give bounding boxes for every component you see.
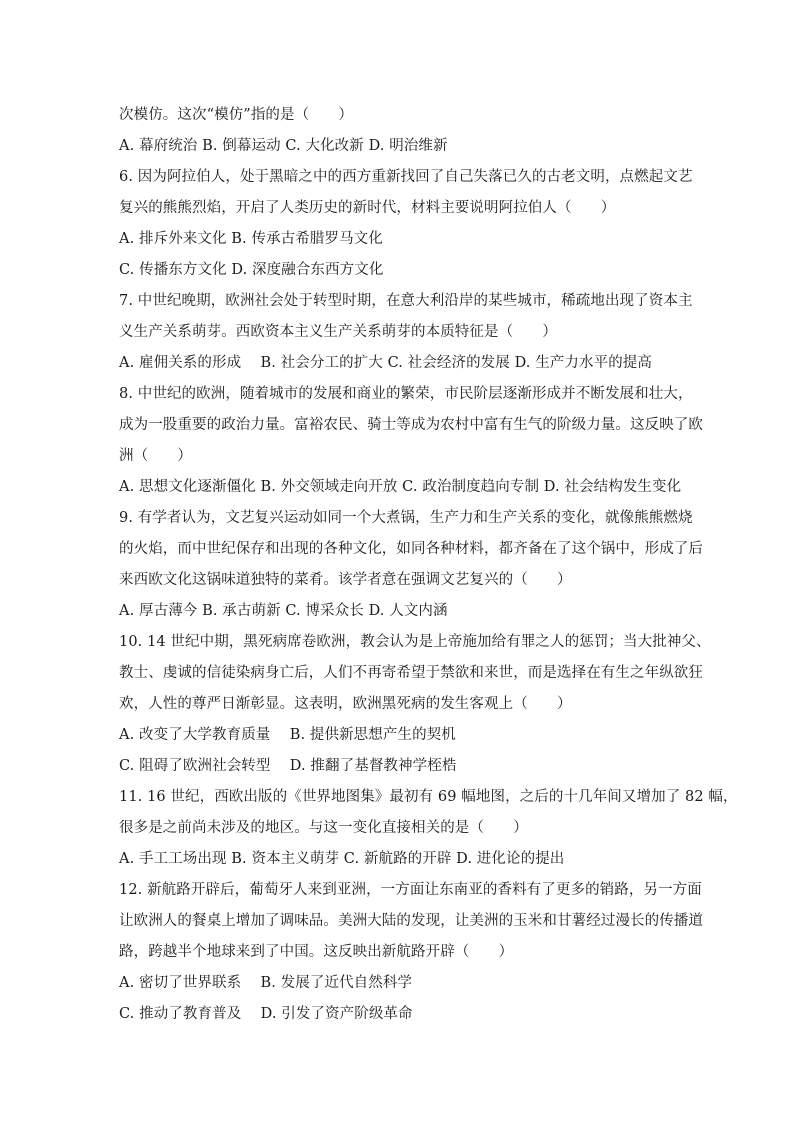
question-11: 11. 16 世纪，西欧出版的《世界地图集》最初有 69 幅地图，之后的十几年间又增加了 82 幅， (119, 789, 738, 805)
answer-options: A. 排斥外来文化 B. 传承古希腊罗马文化 (119, 231, 383, 247)
answer-options: A. 改变了大学教育质量 B. 提供新思想产生的契机 (119, 727, 456, 743)
question-12: 12. 新航路开辟后，葡萄牙人来到亚洲，一方面让东南亚的香料有了更多的销路，另一方面 (119, 882, 702, 898)
text-line: 很多是之前尚未涉及的地区。与这一变化直接相关的是（ ） (119, 820, 528, 836)
question-6: 6. 因为阿拉伯人，处于黑暗之中的西方重新找回了自己失落已久的古老文明，点燃起文艺 (119, 169, 693, 185)
text-line: 的火焰，而中世纪保存和出现的各种文化，如同各种材料，都齐备在了这个锅中，形成了后 (119, 541, 703, 557)
text-line: 义生产关系萌芽。西欧资本主义生产关系萌芽的本质特征是（ ） (119, 324, 557, 340)
text-line: 教士、虔诚的信徒染病身亡后，人们不再寄希望于禁欲和来世，而是选择在有生之年纵欲狂 (119, 665, 703, 681)
question-text-block (119, 100, 738, 1030)
text-line: 次模仿。这次“模仿”指的是（ ） (119, 107, 354, 123)
text-line: 路，跨越半个地球来到了中国。这反映出新航路开辟（ ） (119, 944, 514, 960)
answer-options: A. 密切了世界联系 B. 发展了近代自然科学 (119, 975, 413, 991)
text-line: 欢，人性的尊严日渐彰显。这表明，欧洲黑死病的发生客观上（ ） (119, 696, 572, 712)
text-line: 复兴的熊熊烈焰，开启了人类历史的新时代，材料主要说明阿拉伯人（ ） (119, 200, 616, 216)
answer-options: A. 思想文化逐渐僵化 B. 外交领域走向开放 C. 政治制度趋向专制 D. 社会结构发生变化 (119, 479, 682, 495)
answer-options: A. 雇佣关系的形成 B. 社会分工的扩大 C. 社会经济的发展 D. 生产力水平的提高 (119, 355, 653, 371)
answer-options: A. 厚古薄今 B. 承古萌新 C. 博采众长 D. 人文内涵 (119, 603, 448, 619)
answer-options: A. 幕府统治 B. 倒幕运动 C. 大化改新 D. 明治维新 (119, 138, 448, 154)
answer-options: C. 推动了教育普及 D. 引发了资产阶级革命 (119, 1006, 413, 1022)
text-line: 让欧洲人的餐桌上增加了调味品。美洲大陆的发现，让美洲的玉米和甘薯经过漫长的传播道 (119, 913, 703, 929)
text-line: 来西欧文化这锅味道独特的菜肴。该学者意在强调文艺复兴的（ ） (119, 572, 572, 588)
answer-options: A. 手工工场出现 B. 资本主义萌芽 C. 新航路的开辟 D. 进化论的提出 (119, 851, 565, 867)
text-line: 成为一股重要的政治力量。富裕农民、骑士等成为农村中富有生气的阶级力量。这反映了欧 (119, 417, 703, 433)
question-7: 7. 中世纪晚期，欧洲社会处于转型时期，在意大利沿岸的某些城市，稀疏地出现了资本主 (119, 293, 693, 309)
question-8: 8. 中世纪的欧洲，随着城市的发展和商业的繁荣，市民阶层逐渐形成并不断发展和壮大， (119, 386, 693, 402)
text-line: 洲（ ） (119, 448, 192, 464)
answer-options: C. 阻碍了欧洲社会转型 D. 推翻了基督教神学桎梏 (119, 758, 457, 774)
question-9: 9. 有学者认为，文艺复兴运动如同一个大煮锅，生产力和生产关系的变化，就像熊熊燃烧 (119, 510, 693, 526)
question-10: 10. 14 世纪中期，黑死病席卷欧洲，教会认为是上帝施加给有罪之人的惩罚；当大批神父、 (119, 634, 711, 650)
answer-options: C. 传播东方文化 D. 深度融合东西方文化 (119, 262, 384, 278)
